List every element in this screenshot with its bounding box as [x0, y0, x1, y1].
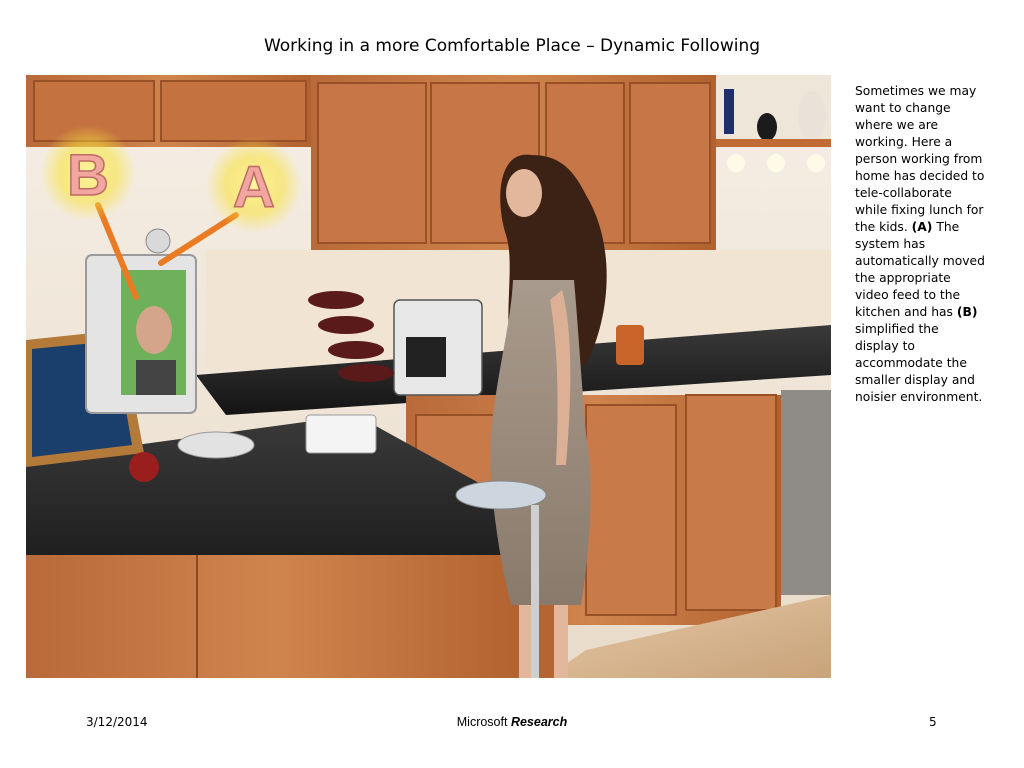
kitchen-photo: [26, 75, 831, 678]
brand-suffix: Research: [510, 715, 568, 729]
caption-part-3: simplified the display to accommodate the smaller display and noisier environment.: [855, 322, 983, 404]
caption-marker-a: (A): [911, 220, 933, 234]
caption-text: [855, 83, 985, 406]
kitchen-scene-illustration: [26, 75, 831, 678]
footer-date: 3/12/2014: [86, 715, 148, 729]
caption-marker-b: (B): [956, 305, 978, 319]
brand-prefix: Microsoft: [456, 715, 508, 729]
page-number: 5: [929, 715, 937, 729]
label-a: A: [233, 155, 275, 220]
label-b: B: [67, 143, 109, 208]
caption-part-1: Sometimes we may want to change where we are working. Here a person working from home has decided to tele-collaborate while fixing lunch for the kids.: [855, 84, 985, 234]
caption-part-2: The system has automatically moved the appropriate video feed to the kitchen and has: [855, 220, 985, 319]
footer-brand: [0, 715, 1024, 729]
slide-title: Working in a more Comfortable Place – Dynamic Following: [263, 36, 761, 56]
